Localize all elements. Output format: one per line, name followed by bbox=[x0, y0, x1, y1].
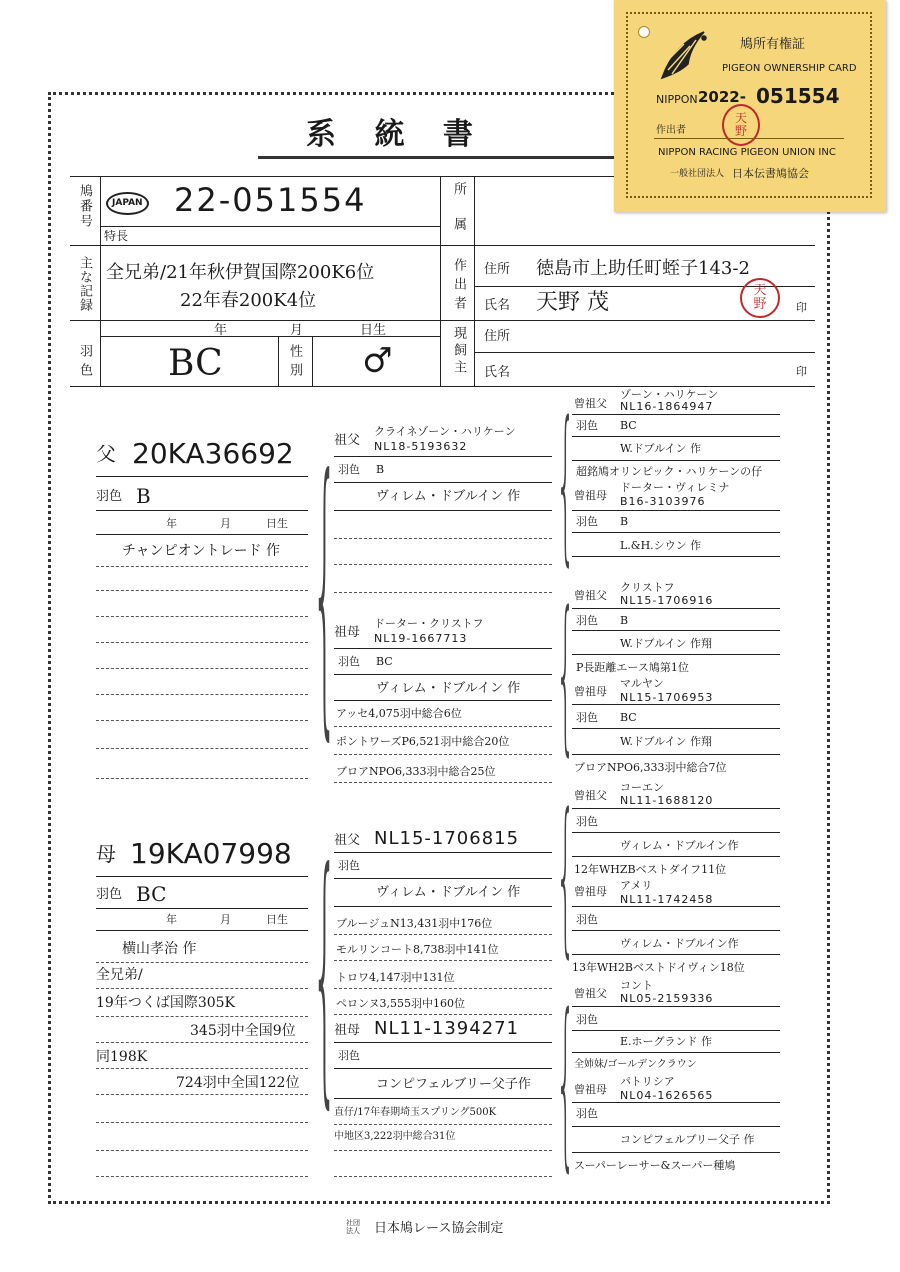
card-nippon: NIPPON bbox=[656, 93, 698, 106]
mdd-note: スーパーレーサー&スーパー種鳩 bbox=[574, 1159, 736, 1172]
color-label: 羽色 bbox=[77, 344, 92, 382]
fds-ring: NL15-1706916 bbox=[620, 594, 714, 607]
owner-seal-mark: 印 bbox=[796, 365, 807, 378]
divider bbox=[334, 1014, 552, 1015]
m-dam-label: 祖母 bbox=[334, 1023, 361, 1038]
mother-ring: 19KA07998 bbox=[130, 837, 292, 870]
divider bbox=[96, 1176, 308, 1177]
mdd-label: 曾祖母 bbox=[574, 1083, 607, 1096]
f-sire-brace: { bbox=[556, 390, 576, 586]
birth-day-label: 日生 bbox=[360, 323, 387, 338]
main-record-line2: 22年春200K4位 bbox=[180, 290, 317, 311]
mdd-ring: NL04-1626565 bbox=[620, 1089, 714, 1102]
mss-name: コーエン bbox=[620, 781, 664, 794]
divider bbox=[96, 510, 308, 511]
f-sire-color-label: 羽色 bbox=[338, 463, 360, 476]
fds-color: B bbox=[620, 614, 629, 627]
fds-color-label: 羽色 bbox=[576, 614, 598, 627]
fsd-breeder: L.&H.シウン 作 bbox=[620, 539, 702, 552]
divider bbox=[312, 336, 313, 386]
divider bbox=[572, 414, 780, 415]
divider bbox=[572, 654, 780, 655]
divider bbox=[572, 930, 780, 931]
divider bbox=[440, 176, 441, 386]
fdd-ring: NL15-1706953 bbox=[620, 691, 714, 704]
fdd-color-label: 羽色 bbox=[576, 711, 598, 724]
father-ring: 20KA36692 bbox=[132, 437, 294, 470]
divider bbox=[334, 934, 552, 935]
fdd-note: ブロアNPO6,333羽中総合7位 bbox=[574, 761, 727, 774]
f-sire-note-line bbox=[334, 592, 552, 593]
card-divider bbox=[654, 138, 844, 139]
divider bbox=[96, 988, 308, 989]
mother-color: BC bbox=[136, 882, 167, 906]
mother-note-1: 全兄弟/ bbox=[96, 967, 143, 983]
mds-ring: NL05-2159336 bbox=[620, 992, 714, 1005]
card-union-jp: 日本伝書鳩協会 bbox=[732, 167, 809, 180]
card-number: 051554 bbox=[756, 84, 840, 108]
fds-note: P長距離エース鳩第1位 bbox=[576, 661, 689, 674]
msd-name: アメリ bbox=[620, 879, 653, 892]
m-sire-record-3: トロワ4,147羽中131位 bbox=[336, 971, 455, 984]
father-year-label: 年 bbox=[166, 517, 177, 530]
birth-month-label: 月 bbox=[290, 323, 304, 338]
f-dam-color: BC bbox=[376, 655, 393, 668]
divider bbox=[334, 960, 552, 961]
divider bbox=[70, 245, 815, 246]
divider bbox=[572, 954, 780, 955]
father-note-line bbox=[96, 720, 308, 721]
m-sire-record-2: モルリンコート8,738羽中141位 bbox=[336, 943, 499, 956]
f-sire-ring: NL18-5193632 bbox=[374, 440, 468, 453]
sex-label: 性別 bbox=[287, 344, 302, 382]
f-dam-breeder: ヴィレム・ドブルイン 作 bbox=[376, 681, 521, 696]
divider bbox=[100, 176, 101, 386]
father-note-line bbox=[96, 616, 308, 617]
mother-birth-label: 日生 bbox=[266, 913, 288, 926]
fss-name: ゾーン・ハリケーン bbox=[620, 388, 719, 401]
divider bbox=[70, 320, 815, 321]
mdd-name: パトリシア bbox=[620, 1075, 675, 1088]
divider bbox=[70, 386, 815, 387]
msd-label: 曾祖母 bbox=[574, 885, 607, 898]
m-sire-ring: NL15-1706815 bbox=[374, 828, 520, 849]
divider bbox=[572, 906, 780, 907]
card-year: 2022- bbox=[698, 88, 746, 106]
fsd-ring: B16-3103976 bbox=[620, 495, 706, 508]
divider bbox=[572, 1102, 780, 1103]
divider bbox=[334, 1150, 552, 1151]
father-note-line bbox=[96, 778, 308, 779]
father-note-line bbox=[96, 668, 308, 669]
m-dam-brace: { bbox=[556, 980, 576, 1194]
divider bbox=[100, 336, 440, 337]
affiliation-label: 所属 bbox=[451, 182, 466, 252]
msd-note: 13年WH2Bベストドイヴィン18位 bbox=[572, 961, 745, 974]
divider bbox=[572, 728, 780, 729]
mother-label: 母 bbox=[96, 842, 116, 866]
m-sire-color-label: 羽色 bbox=[338, 859, 360, 872]
fsd-name: ドーター・ヴィレミナ bbox=[620, 481, 730, 494]
divider bbox=[572, 1126, 780, 1127]
divider bbox=[96, 962, 308, 963]
sex-symbol: ♂ bbox=[362, 341, 393, 381]
mss-ring: NL11-1688120 bbox=[620, 794, 714, 807]
father-note-line bbox=[96, 694, 308, 695]
f-sire-color: B bbox=[376, 463, 385, 476]
mds-label: 曾祖父 bbox=[574, 987, 607, 1000]
divider bbox=[572, 1006, 780, 1007]
m-sire-breeder: ヴィレム・ドブルイン 作 bbox=[376, 885, 521, 900]
mother-note-5: 724羽中全国122位 bbox=[176, 1075, 300, 1091]
f-sire-label: 祖父 bbox=[334, 433, 361, 448]
father-brace: { bbox=[312, 424, 338, 769]
f-dam-color-label: 羽色 bbox=[338, 655, 360, 668]
fsd-label: 曾祖母 bbox=[574, 489, 607, 502]
divider bbox=[96, 1122, 308, 1123]
ownership-card bbox=[614, 0, 886, 212]
father-note-line bbox=[96, 590, 308, 591]
footer-corp-mark: 社団 法人 bbox=[346, 1219, 360, 1235]
f-dam-record-1: アッセ4,075羽中総合6位 bbox=[336, 707, 462, 720]
fsd-color: B bbox=[620, 515, 629, 528]
birth-year-label: 年 bbox=[214, 323, 228, 338]
f-dam-ring: NL19-1667713 bbox=[374, 632, 468, 645]
divider bbox=[96, 930, 308, 931]
divider bbox=[572, 1052, 780, 1053]
page-title: 系 統 書 bbox=[306, 117, 487, 152]
fss-color-label: 羽色 bbox=[576, 419, 598, 432]
divider bbox=[96, 1016, 308, 1017]
divider bbox=[334, 648, 552, 649]
divider bbox=[572, 556, 780, 557]
divider bbox=[572, 460, 780, 461]
f-sire-note-line bbox=[334, 538, 552, 539]
father-label: 父 bbox=[96, 442, 116, 466]
f-dam-label: 祖母 bbox=[334, 625, 361, 640]
divider bbox=[100, 226, 440, 227]
card-title: 鳩所有権証 bbox=[740, 37, 806, 52]
f-dam-brace: { bbox=[556, 580, 576, 776]
m-dam-ring: NL11-1394271 bbox=[374, 1018, 520, 1039]
msd-breeder: ヴィレム・ドブルイン作 bbox=[620, 937, 739, 950]
card-maker-label: 作出者 bbox=[656, 125, 686, 136]
divider bbox=[572, 704, 780, 705]
mss-note: 12年WHZBベストダイフ11位 bbox=[574, 863, 727, 876]
mother-note-3: 345羽中全国9位 bbox=[190, 1023, 296, 1039]
breeder-address: 徳島市上助任町蛭子143-2 bbox=[536, 258, 750, 279]
divider bbox=[572, 754, 780, 755]
pigeon-color: BC bbox=[168, 343, 223, 384]
japan-logo: JAPAN bbox=[106, 192, 149, 215]
mother-year-label: 年 bbox=[166, 913, 177, 926]
divider bbox=[334, 988, 552, 989]
father-color-label: 羽色 bbox=[96, 489, 123, 504]
m-sire-record-4: ペロンヌ3,555羽中160位 bbox=[336, 997, 466, 1010]
owner-address-label: 住所 bbox=[484, 329, 511, 344]
fds-name: クリストフ bbox=[620, 581, 675, 594]
breeder-address-label: 住所 bbox=[484, 262, 511, 277]
divider bbox=[334, 906, 552, 907]
ring-number-label: 鳩番号 bbox=[77, 184, 92, 229]
m-sire-brace: { bbox=[556, 782, 576, 978]
m-dam-breeder: コンピフェルブリー父子作 bbox=[376, 1077, 531, 1092]
father-note-line bbox=[96, 566, 308, 567]
divider bbox=[334, 878, 552, 879]
card-subtitle: PIGEON OWNERSHIP CARD bbox=[722, 63, 857, 74]
divider bbox=[334, 510, 552, 511]
seal-char-2: 野 bbox=[753, 297, 767, 312]
f-sire-breeder: ヴィレム・ドブルイン 作 bbox=[376, 489, 521, 504]
breeder-name: 天野 茂 bbox=[536, 290, 609, 315]
f-dam-record-3: ブロアNPO6,333羽中総合25位 bbox=[336, 765, 496, 778]
footer-text: 日本鳩レース協会制定 bbox=[374, 1221, 504, 1236]
divider bbox=[474, 176, 475, 386]
m-dam-color-label: 羽色 bbox=[338, 1049, 360, 1062]
fds-breeder: W.ドブルイン 作翔 bbox=[620, 637, 713, 650]
fss-breeder: W.ドブルイン 作 bbox=[620, 442, 702, 455]
mds-color-label: 羽色 bbox=[576, 1013, 598, 1026]
father-breeder: チャンピオントレード 作 bbox=[122, 543, 281, 559]
father-color: B bbox=[136, 484, 151, 508]
fss-color: BC bbox=[620, 419, 637, 432]
divider bbox=[96, 876, 308, 877]
card-seal-char-1: 天 bbox=[734, 110, 747, 125]
mother-color-label: 羽色 bbox=[96, 887, 123, 902]
msd-color-label: 羽色 bbox=[576, 913, 598, 926]
divider bbox=[572, 630, 780, 631]
msd-ring: NL11-1742458 bbox=[620, 893, 714, 906]
m-sire-label: 祖父 bbox=[334, 833, 361, 848]
mother-note-2: 19年つくば国際305K bbox=[96, 995, 235, 1011]
features-label: 特長 bbox=[104, 229, 129, 243]
mss-breeder: ヴィレム・ドブルイン作 bbox=[620, 839, 739, 852]
seal-mark: 印 bbox=[796, 301, 807, 314]
divider bbox=[334, 852, 552, 853]
divider bbox=[334, 1176, 552, 1177]
divider bbox=[572, 856, 780, 857]
fdd-color: BC bbox=[620, 711, 637, 724]
divider bbox=[474, 352, 815, 353]
father-note-line bbox=[96, 642, 308, 643]
divider bbox=[334, 1124, 552, 1125]
divider bbox=[572, 1152, 780, 1153]
fss-note: 超銘鳩オリンピック・ハリケーンの仔 bbox=[576, 465, 763, 478]
divider bbox=[96, 1150, 308, 1151]
father-birth-label: 日生 bbox=[266, 517, 288, 530]
m-dam-record-2: 中地区3,222羽中総合31位 bbox=[334, 1131, 456, 1142]
owner-name-label: 氏名 bbox=[484, 365, 511, 380]
fdd-label: 曾祖母 bbox=[574, 685, 607, 698]
title-underline bbox=[258, 156, 618, 159]
breeder-label: 作出者 bbox=[451, 258, 466, 315]
fsd-color-label: 羽色 bbox=[576, 515, 598, 528]
father-note-line bbox=[96, 748, 308, 749]
breeder-name-label: 氏名 bbox=[484, 298, 511, 313]
breeder-seal bbox=[740, 278, 780, 318]
divider bbox=[96, 1068, 308, 1069]
f-dam-record-2: ポントワーズP6,521羽中総合20位 bbox=[336, 735, 510, 748]
f-sire-name: クライネゾーン・ハリケーン bbox=[374, 425, 516, 438]
divider bbox=[96, 1094, 308, 1095]
ring-number: 22-051554 bbox=[174, 181, 367, 219]
mss-label: 曾祖父 bbox=[574, 789, 607, 802]
mds-note: 全姉妹/ゴールデンクラウン bbox=[574, 1059, 697, 1070]
divider bbox=[334, 782, 552, 783]
divider bbox=[334, 482, 552, 483]
mss-color-label: 羽色 bbox=[576, 815, 598, 828]
divider bbox=[334, 726, 552, 727]
fdd-breeder: W.ドブルイン 作翔 bbox=[620, 735, 713, 748]
card-union-en: NIPPON RACING PIGEON UNION INC bbox=[658, 147, 836, 158]
divider bbox=[334, 700, 552, 701]
divider bbox=[334, 1098, 552, 1099]
divider bbox=[334, 456, 552, 457]
mds-breeder: E.ホーグランド 作 bbox=[620, 1035, 713, 1048]
owner-label: 現飼主 bbox=[451, 326, 466, 377]
divider bbox=[572, 832, 780, 833]
card-union-prefix: 一般社団法人 bbox=[670, 169, 725, 179]
card-seal-char-2: 野 bbox=[734, 124, 747, 138]
divider bbox=[96, 534, 308, 535]
father-month-label: 月 bbox=[220, 517, 231, 530]
divider bbox=[572, 608, 780, 609]
divider bbox=[334, 674, 552, 675]
mother-note-4: 同198K bbox=[96, 1049, 148, 1065]
divider bbox=[334, 1042, 552, 1043]
divider bbox=[278, 336, 279, 386]
divider bbox=[96, 476, 308, 477]
card-hole bbox=[638, 26, 650, 38]
divider bbox=[572, 532, 780, 533]
card-seal bbox=[722, 104, 760, 146]
divider bbox=[334, 754, 552, 755]
seal-char-1: 天 bbox=[753, 282, 767, 298]
mother-month-label: 月 bbox=[220, 913, 231, 926]
main-record-line1: 全兄弟/21年秋伊賀国際200K6位 bbox=[106, 262, 375, 283]
mother-brace: { bbox=[312, 822, 338, 1135]
pigeon-logo bbox=[654, 24, 716, 86]
divider bbox=[572, 510, 780, 511]
fss-ring: NL16-1864947 bbox=[620, 400, 714, 413]
divider bbox=[572, 436, 780, 437]
divider bbox=[96, 908, 308, 909]
main-record-label: 主な記録 bbox=[77, 256, 92, 312]
mds-name: コント bbox=[620, 979, 653, 992]
m-dam-record-1: 直仔/17年春期埼玉スプリング500K bbox=[334, 1107, 497, 1118]
f-sire-note-line bbox=[334, 564, 552, 565]
fss-label: 曾祖父 bbox=[574, 397, 607, 410]
f-dam-name: ドーター・クリストフ bbox=[374, 617, 484, 630]
mdd-breeder: コンピフェルブリー父子 作 bbox=[620, 1133, 755, 1146]
mother-breeder: 横山孝治 作 bbox=[122, 941, 197, 957]
fds-label: 曾祖父 bbox=[574, 589, 607, 602]
mdd-color-label: 羽色 bbox=[576, 1107, 598, 1120]
divider bbox=[96, 1042, 308, 1043]
divider bbox=[572, 808, 780, 809]
divider bbox=[572, 1030, 780, 1031]
divider bbox=[334, 1068, 552, 1069]
fdd-name: マルヤン bbox=[620, 677, 664, 690]
m-sire-record-1: ブルージュN13,431羽中176位 bbox=[336, 917, 493, 930]
